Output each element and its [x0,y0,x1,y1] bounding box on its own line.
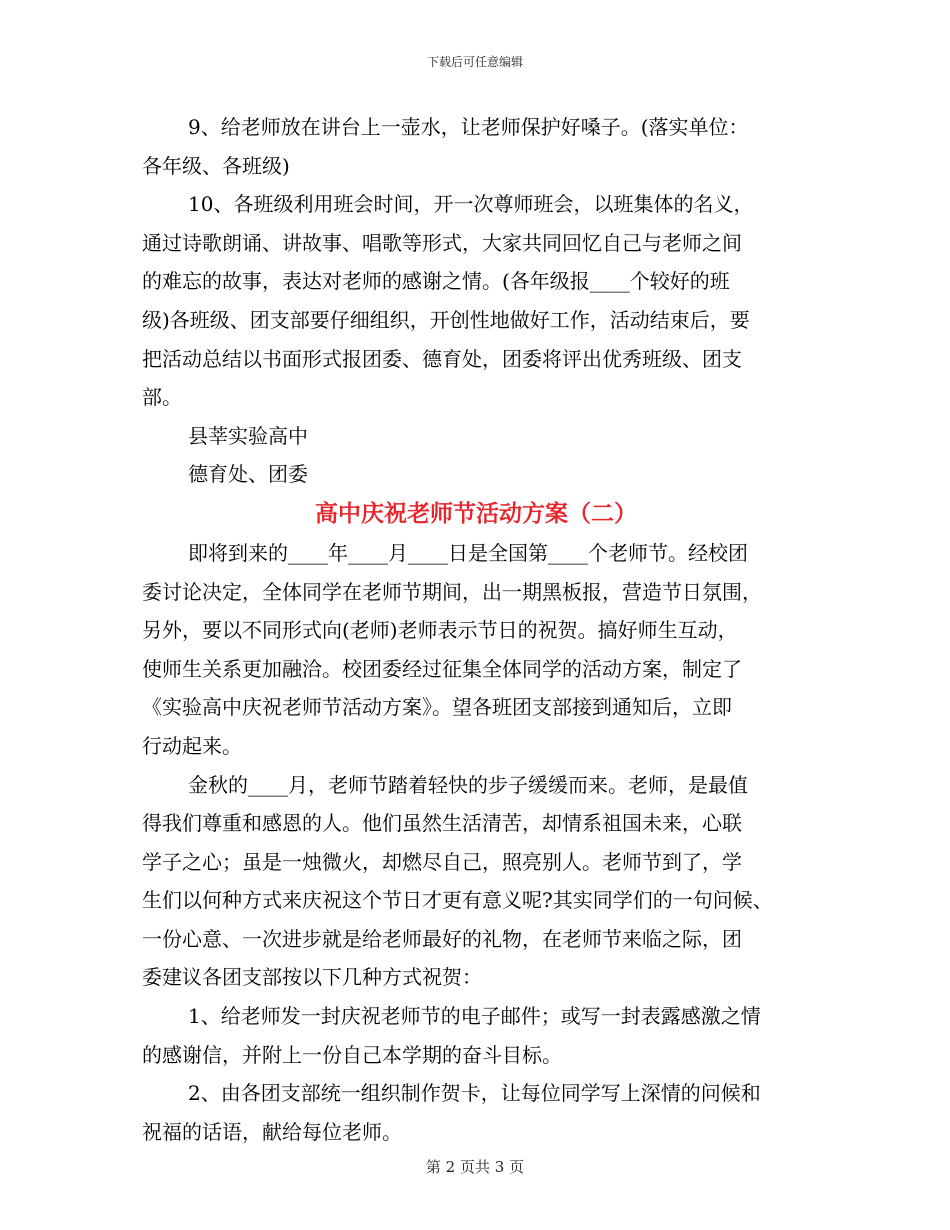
paragraph-line: 10、各班级利用班会时间，开一次尊师班会，以班集体的名义， [188,192,754,217]
list-item-line: 1、给老师发一封庆祝老师节的电子邮件；或写一封表露感激之情 [188,1004,761,1029]
paragraph-line: 9、给老师放在讲台上一壶水，让老师保护好嗓子。(落实单位： [188,115,749,139]
paragraph-line: 部。 [142,385,182,410]
paragraph-line: 即将到来的____年____月____日是全国第____个老师节。经校团 [188,540,748,565]
paragraph-line: 把活动总结以书面形式报团委、德育处，团委将评出优秀班级、团支 [142,346,742,371]
paragraph-line: 另外，要以不同形式向(老师)老师表示节日的祝贺。搞好师生互动， [142,618,738,643]
paragraph-line: 学子之心；虽是一烛微火，却燃尽自己，照亮别人。老师节到了，学 [142,849,742,874]
signature-department: 德育处、团委 [188,462,308,487]
paragraph-line: 使师生关系更加融洽。校团委经过征集全体同学的活动方案，制定了 [142,656,742,681]
paragraph-line: 一份心意、一次进步就是给老师最好的礼物，在老师节来临之际，团 [142,926,742,951]
page-header: 下载后可任意编辑 [426,55,523,69]
paragraph-line: 生们以何种方式来庆祝这个节日才更有意义呢?其实同学们的一句问候、 [142,888,773,913]
section-title: 高中庆祝老师节活动方案（二） [315,499,637,527]
list-item-line: 的感谢信，并附上一份自己本学期的奋斗目标。 [142,1042,562,1067]
paragraph-line: 得我们尊重和感恩的人。他们虽然生活清苦，却情系祖国未来，心联 [142,811,742,836]
paragraph-line: 级)各班级、团支部要仔细组织，开创性地做好工作，活动结束后，要 [142,307,750,332]
page-footer: 第 2 页共 3 页 [425,1158,525,1176]
signature-school: 县莘实验高中 [188,423,308,448]
paragraph-line: 委建议各团支部按以下几种方式祝贺： [142,965,482,990]
paragraph-line: 通过诗歌朗诵、讲故事、唱歌等形式，大家共同回忆自己与老师之间 [142,230,742,255]
paragraph-line: 金秋的____月，老师节踏着轻快的步子缓缓而来。老师，是最值 [188,772,748,797]
paragraph-line: 的难忘的故事，表达对老师的感谢之情。(各年级报____个较好的班 [142,269,730,294]
paragraph-line: 各年级、各班级) [142,153,290,178]
document-body [142,108,810,1151]
paragraph-line: 《实验高中庆祝老师节活动方案》。望各班团支部接到通知后，立即 [142,695,732,720]
paragraph-line: 委讨论决定，全体同学在老师节期间，出一期黑板报，营造节日氛围， [142,579,762,604]
list-item-line: 2、由各团支部统一组织制作贺卡，让每位同学写上深情的问候和 [188,1081,761,1106]
list-item-line: 祝福的话语，献给每位老师。 [142,1119,402,1144]
paragraph-line: 行动起来。 [142,733,242,758]
